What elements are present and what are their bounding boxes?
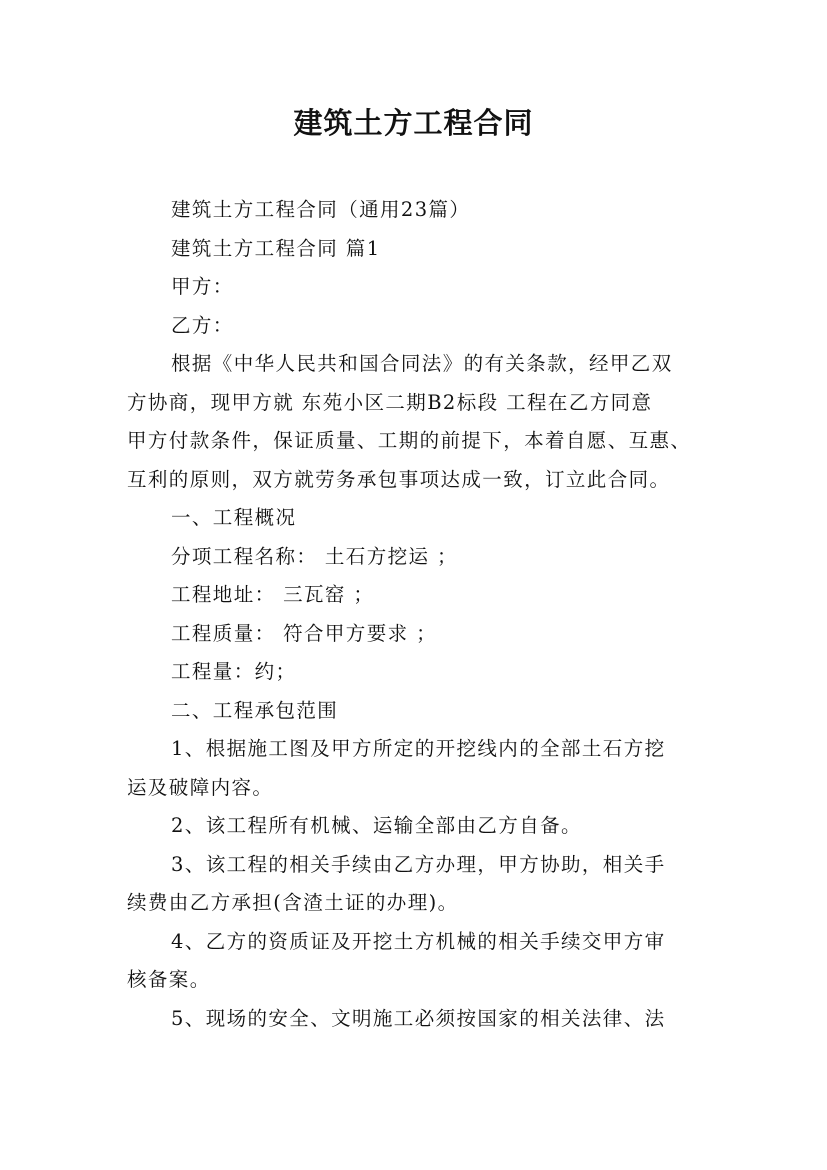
paragraph-line: 乙方： (171, 313, 234, 337)
paragraph-line: 2、该工程所有机械、运输全部由乙方自备。 (171, 814, 582, 837)
paragraph-line: 建筑土方工程合同 篇1 (171, 236, 381, 260)
document-body (127, 191, 707, 1038)
section-heading: 一、工程概况 (171, 506, 297, 529)
paragraph-line: 工程质量： 符合甲方要求 ； (171, 621, 437, 645)
paragraph-line: 甲方： (171, 275, 234, 298)
paragraph-line: 根据《中华人民共和国合同法》的有关条款，经甲乙双 (171, 352, 673, 375)
paragraph-line: 3、该工程的相关手续由乙方办理，甲方协助，相关手 (171, 852, 666, 876)
paragraph-line: 核备案。 (127, 968, 211, 991)
paragraph-line: 方协商，现甲方就 东苑小区二期B2标段 工程在乙方同意 (127, 390, 653, 414)
paragraph-line: 建筑土方工程合同（通用23篇） (171, 198, 471, 221)
document-title: 建筑土方工程合同 (293, 106, 534, 140)
paragraph-line: 甲方付款条件，保证质量、工期的前提下，本着自愿、互惠、 (127, 429, 692, 452)
paragraph-line: 分项工程名称： 土石方挖运 ； (171, 544, 458, 568)
paragraph-line: 工程地址： 三瓦窑 ； (171, 583, 375, 606)
paragraph-line: 1、根据施工图及甲方所定的开挖线内的全部土石方挖 (171, 737, 666, 760)
paragraph-line: 工程量：约； (171, 660, 297, 683)
paragraph-line: 续费由乙方承担(含渣土证的办理)。 (127, 891, 459, 914)
paragraph-line: 运及破障内容。 (127, 775, 274, 799)
paragraph-line: 5、现场的安全、文明施工必须按国家的相关法律、法 (171, 1006, 666, 1030)
paragraph-line: 4、乙方的资质证及开挖土方机械的相关手续交甲方审 (171, 929, 666, 953)
section-heading: 二、工程承包范围 (171, 698, 339, 722)
paragraph-line: 互利的原则，双方就劳务承包事项达成一致，订立此合同。 (127, 467, 671, 491)
